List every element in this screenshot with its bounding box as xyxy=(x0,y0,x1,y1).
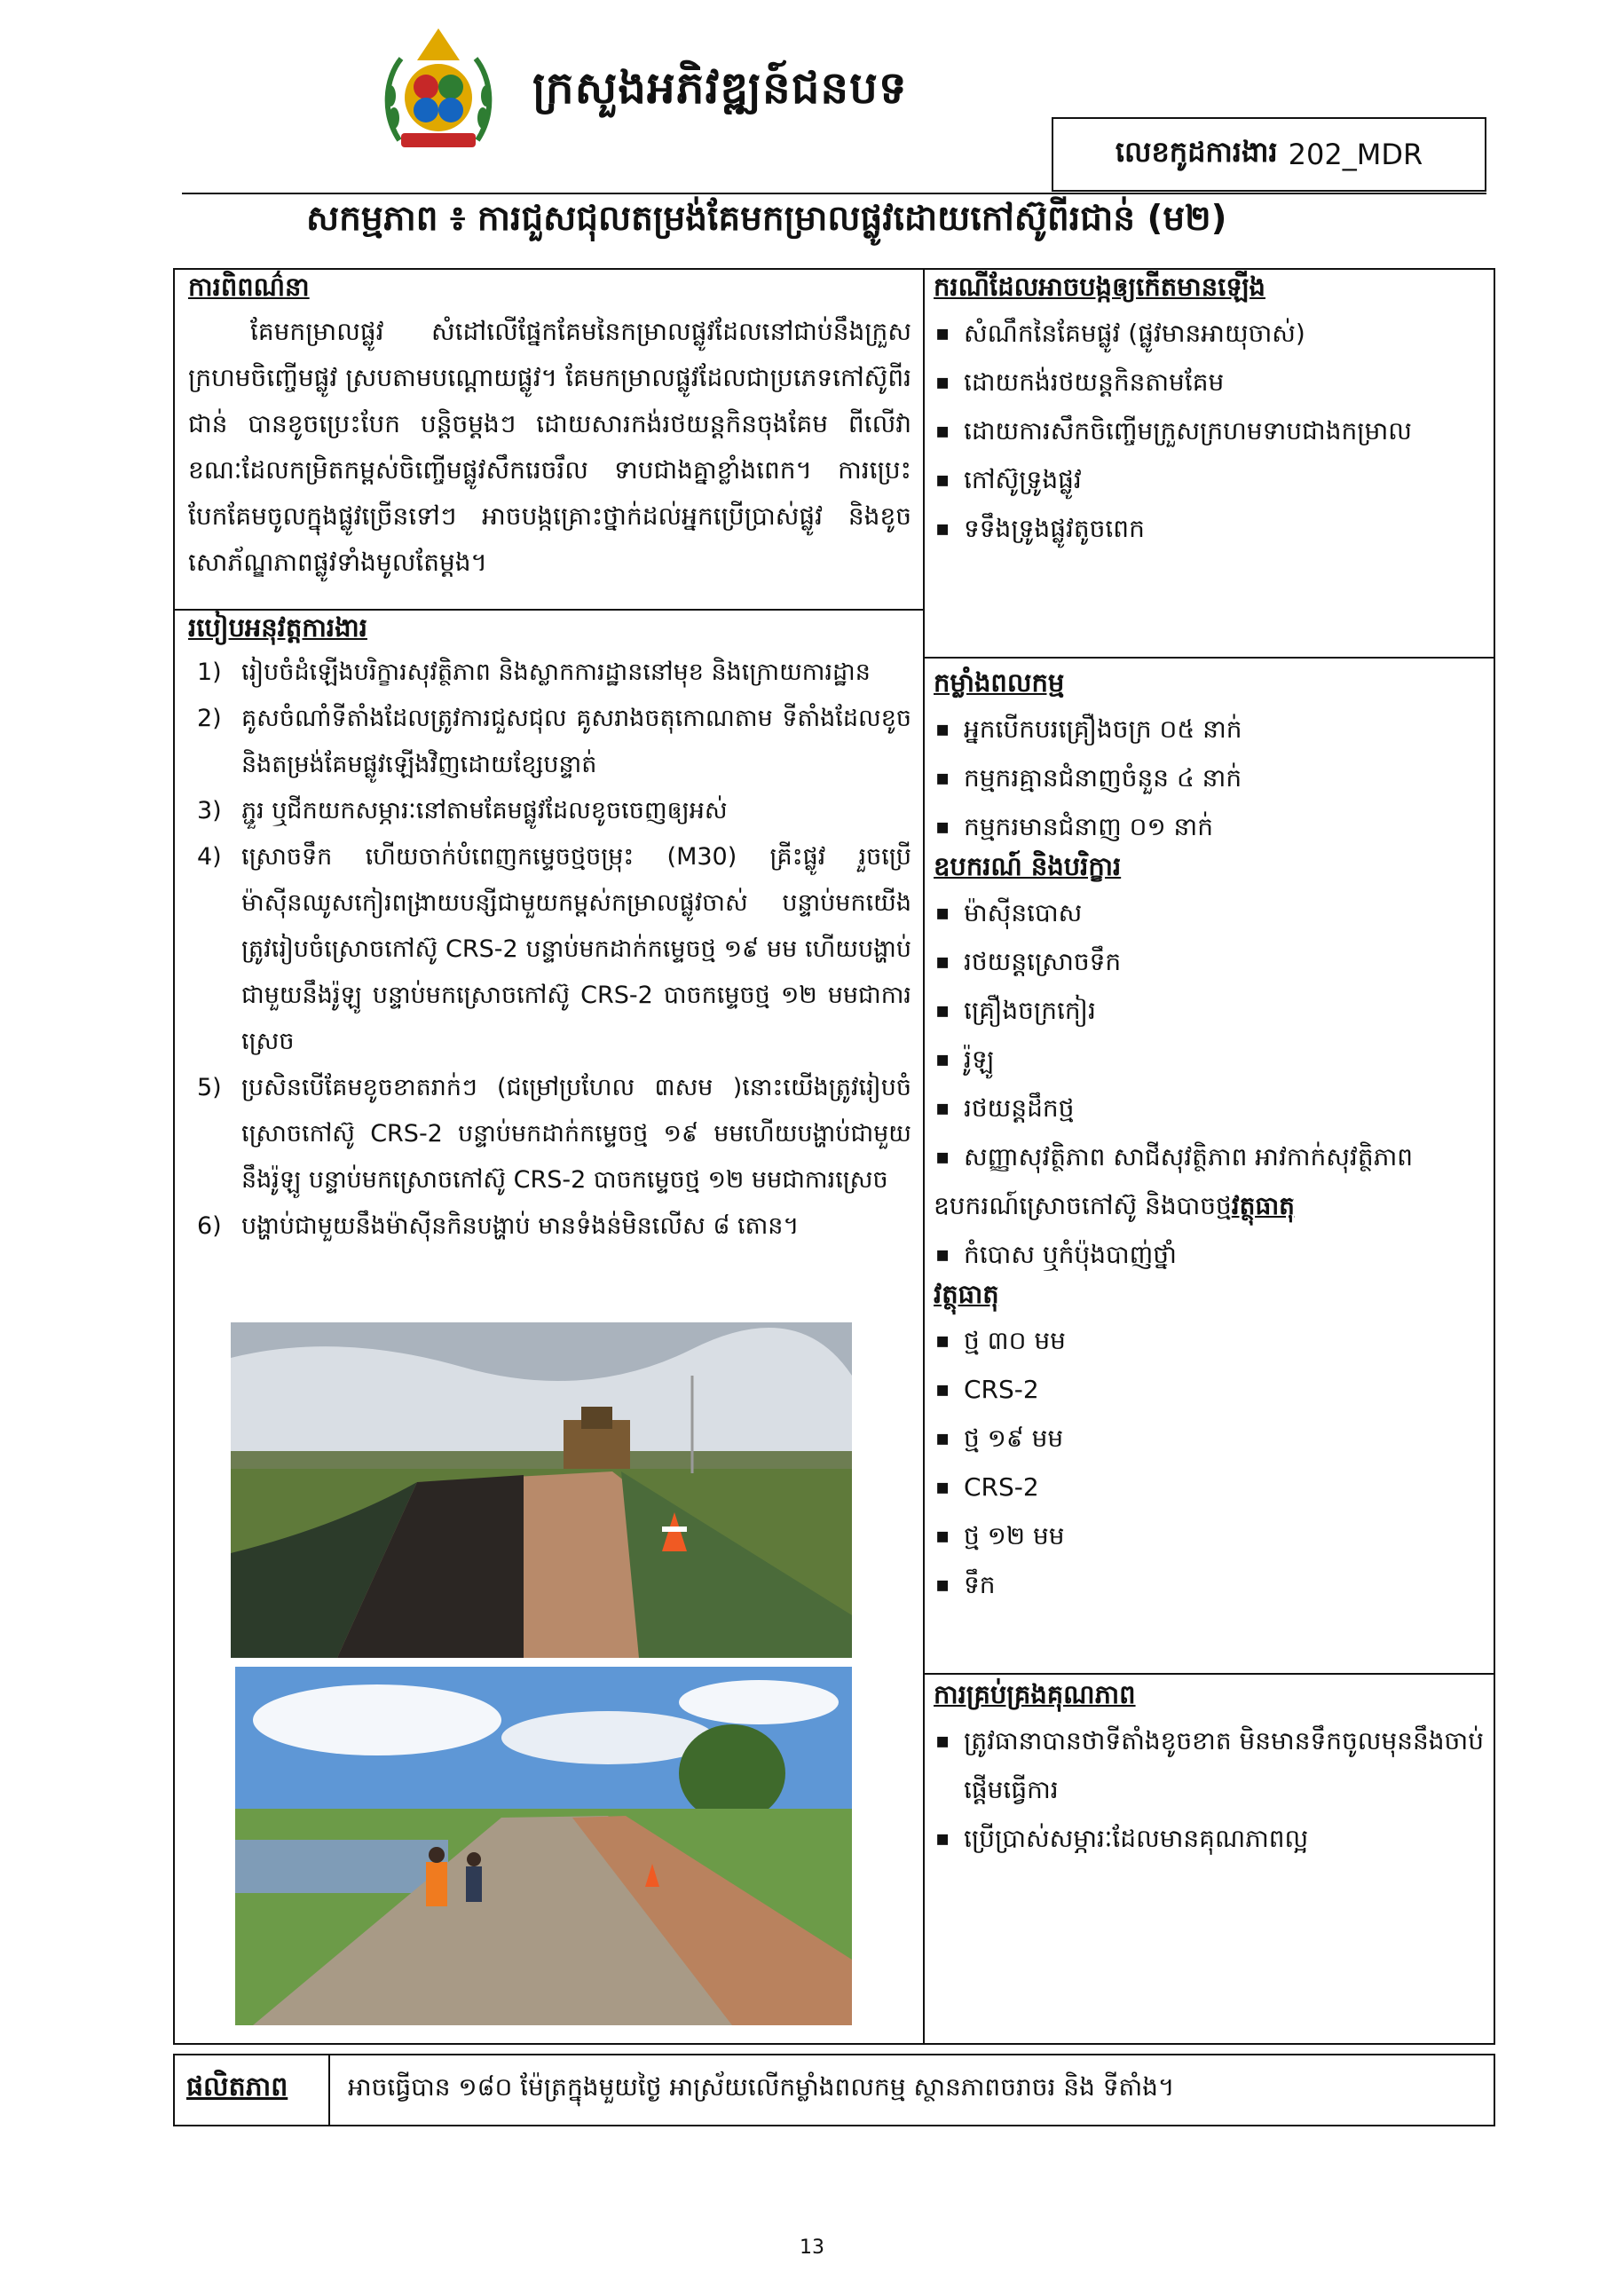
right-section-divider-2 xyxy=(923,1673,1495,1675)
photo-workers-road xyxy=(235,1667,852,2025)
step-number: 1) xyxy=(197,659,222,686)
list-item: ▪ សញ្ញាសុវត្ថិភាព សាជីសុវត្ថិភាព អាវកាក់សុវត្ថិភាព xyxy=(934,1132,1484,1181)
quality-title: ការគ្រប់គ្រងគុណភាព xyxy=(934,1679,1136,1709)
description-title: ការពិពណ៌នា xyxy=(188,272,310,302)
productivity-label: ផលិតភាព xyxy=(186,2071,288,2102)
photo-roadwork-excavator xyxy=(231,1322,852,1658)
list-item: ▪ ប្រើប្រាស់សម្ភារៈដែលមានគុណភាពល្អ xyxy=(934,1814,1484,1863)
list-item: ▪ គ្រឿងចក្រកៀរ xyxy=(934,986,1484,1035)
column-divider xyxy=(923,268,925,2045)
list-item: ▪ រថយន្តដឹកថ្ម xyxy=(934,1084,1484,1132)
header-divider xyxy=(182,193,1486,194)
materials-list xyxy=(934,1316,1484,1609)
list-item: ▪ CRS-2 xyxy=(934,1463,1484,1511)
procedure-step xyxy=(188,1203,911,1250)
step-number: 2) xyxy=(197,705,222,732)
procedure-step xyxy=(188,696,911,788)
list-item: ▪ CRS-2 xyxy=(934,1365,1484,1414)
equipment-list xyxy=(934,888,1484,1181)
list-item: ▪ កំបោស ឬកំប៉ុងបាញ់ថ្នាំ xyxy=(934,1230,1484,1279)
productivity-divider xyxy=(328,2054,330,2126)
list-item: ▪ កម្មករមានជំនាញ ០១ នាក់ xyxy=(934,802,1484,851)
page-number: 13 xyxy=(800,2236,824,2259)
materials-title: វត្ថុធាតុ xyxy=(934,1279,999,1309)
list-item: ▪ ថ្ម ១៩ មម xyxy=(934,1414,1484,1463)
left-section-divider xyxy=(173,609,925,611)
step-number: 6) xyxy=(197,1212,222,1240)
procedure-step xyxy=(188,1065,911,1203)
work-code-value: 202_MDR xyxy=(1288,138,1423,171)
list-item: ▪ សំណឹកនៃគែមផ្លូវ (ផ្លូវមានអាយុចាស់) xyxy=(934,309,1484,358)
step-text: បង្ហាប់ជាមួយនឹងម៉ាស៊ីនកិនបង្ហាប់ មានទំងន់មិនលើស ៨ តោន។ xyxy=(241,1212,800,1240)
step-number: 3) xyxy=(197,797,222,824)
list-item: ▪ កៅស៊ូទ្រូងផ្លូវ xyxy=(934,455,1484,504)
labor-list xyxy=(934,705,1484,851)
list-item: ▪ ដោយការសឹកចិញ្ចើមក្រួសក្រហមទាបជាងកម្រាល xyxy=(934,406,1484,455)
activity-title: សកម្មភាព ៖ ការជួសជុលតម្រង់គែមកម្រាលផ្លូវដោយកៅស៊ូពីរជាន់ (ម២) xyxy=(306,199,1227,239)
list-item: ▪ ទឹក xyxy=(934,1560,1484,1609)
step-text: ស្រោចទឹក ហើយចាក់បំពេញកម្ទេចថ្មចម្រុះ (M30) គ្រីះផ្លូវ រួចប្រើម៉ាស៊ីនឈូសកៀរពង្រាយបន្សីជាមួយកម្ពស់កម្រាលផ្លូវចាស់ បន្ទាប់មកយើងត្រូវរៀបចំស្រោចកៅស៊ូ CRS-2 បន្ទាប់មកដាក់កម្ទេចថ្ម ១៩ មម ហើយបង្ហាប់ជាមួយនឹងរ៉ូឡូ បន្ទាប់មកស្រោចកៅស៊ូ CRS-2 បាចកម្ទេចថ្ម ១២ មមជាការស្រេច xyxy=(241,843,911,1055)
list-item: ▪ រថយន្តស្រោចទឹក xyxy=(934,937,1484,986)
equipment-extra-text: ឧបករណ៍ស្រោចកៅស៊ូ និងបាចថ្ម xyxy=(934,1191,1232,1220)
procedure-step xyxy=(188,834,911,1065)
list-item: ▪ ទទឹងទ្រូងផ្លូវតូចពេក xyxy=(934,504,1484,553)
crown-icon xyxy=(417,28,460,60)
step-text: ប្រសិនបើគែមខូចខាតរាក់ៗ (ជម្រៅប្រហែល ៣សម )នោះយើងត្រូវរៀបចំស្រោចកៅស៊ូ CRS-2 បន្ទាប់មកដាក់កម្ទេចថ្ម ១៩ មមហើយបង្ហាប់ជាមួយនឹងរ៉ូឡូ បន្ទាប់មកស្រោចកៅស៊ូ CRS-2 បាចកម្ទេចថ្ម ១២ មមជាការស្រេច xyxy=(241,1074,911,1194)
step-text: រៀបចំដំឡើងបរិក្ខារសុវត្ថិភាព និងស្លាកការដ្ឋាននៅមុខ និងក្រោយការដ្ឋាន xyxy=(241,659,871,686)
list-item: ▪ ត្រូវធានាបានថាទីតាំងខូចខាត មិនមានទឹកចូលមុននឹងចាប់ផ្តើមធ្វើការ xyxy=(934,1716,1484,1814)
work-code-box xyxy=(1052,117,1486,192)
step-number: 4) xyxy=(197,843,222,871)
productivity-text: អាចធ្វើបាន ១៨០ ម៉ែត្រក្នុងមួយថ្ងៃ អាស្រ័យលើកម្លាំងពលកម្ម ស្ថានភាពចរាចរ និង ទីតាំង។ xyxy=(348,2072,1175,2102)
causes-list xyxy=(934,309,1484,553)
step-text: ភ្ជួរ ឬជីកយកសម្ភារៈនៅតាមគែមផ្លូវដែលខូចចេញឲ្យអស់ xyxy=(241,797,728,824)
procedure-steps xyxy=(188,650,911,1250)
equipment-extra-line xyxy=(934,1181,1484,1230)
list-item: ▪ កម្មករគ្មានជំនាញចំនួន ៤ នាក់ xyxy=(934,753,1484,802)
step-number: 5) xyxy=(197,1074,222,1101)
list-item: ▪ ថ្ម ៣០ មម xyxy=(934,1316,1484,1365)
step-text: គូសចំណាំទីតាំងដែលត្រូវការជួសជុល គូសរាងចតុកោណតាម ទីតាំងដែលខូច និងតម្រង់គែមផ្លូវឡើងវិញដោយខ្សែបន្ទាត់ xyxy=(241,705,911,778)
description-section xyxy=(188,272,911,586)
ministry-name: ក្រសួងអភិវឌ្ឍន៍ជនបទ xyxy=(532,62,908,114)
list-item: ▪ ម៉ាស៊ីនបោស xyxy=(934,888,1484,937)
procedure-step xyxy=(188,788,911,834)
quality-list xyxy=(934,1716,1484,1863)
list-item: ▪ ថ្ម ១២ មម xyxy=(934,1511,1484,1560)
description-text: គែមកម្រាលផ្លូវ សំដៅលើផ្នែកគែមនៃកម្រាលផ្លូវដែលនៅជាប់នឹងក្រួសក្រហមចិញ្ចើមផ្លូវ ស្របតាមបណ្តោយផ្លូវ។ គែមកម្រាលផ្លូវដែលជាប្រភេទកៅស៊ូពីរជាន់ បានខូចប្រេះបែក បន្តិចម្តងៗ ដោយសារកង់រថយន្តកិនចុងគែម ពីលើវា ខណៈដែលកម្រិតកម្ពស់ចិញ្ចើមផ្លូវសឹករេចរឹល ទាបជាងគ្នាខ្លាំងពេក។ ការប្រេះបែកគែមចូលក្នុងផ្លូវច្រើនទៅៗ អាចបង្កគ្រោះថ្នាក់ដល់អ្នកប្រើប្រាស់ផ្លូវ និងខូចសោភ័ណ្ឌភាពផ្លូវទាំងមូលតែម្តង។ xyxy=(188,317,911,577)
list-item: ▪ អ្នកបើកបរគ្រឿងចក្រ ០៥ នាក់ xyxy=(934,705,1484,753)
list-item: ▪ ដោយកង់រថយន្តកិនតាមគែម xyxy=(934,358,1484,406)
procedure-title: របៀបអនុវត្តការងារ xyxy=(188,612,367,643)
equipment-extra-bold: វត្ថុធាតុ xyxy=(1231,1191,1295,1220)
causes-title: ករណីដែលអាចបង្កឲ្យកើតមានឡើង xyxy=(934,272,1265,302)
causes-section xyxy=(934,272,1484,553)
right-section-divider-1 xyxy=(923,657,1495,659)
procedure-step xyxy=(188,650,911,696)
work-code-label: លេខកូដការងារ xyxy=(1115,134,1278,169)
equipment-title: ឧបករណ៍ និងបរិក្ខារ xyxy=(934,851,1122,881)
resources-section xyxy=(934,667,1484,1609)
labor-title: កម្លាំងពលកម្ម xyxy=(934,667,1065,698)
procedure-section xyxy=(188,612,911,1250)
ministry-logo xyxy=(382,25,495,158)
equipment-extra-list xyxy=(934,1230,1484,1279)
quality-section xyxy=(934,1679,1484,1863)
list-item: ▪ រ៉ូឡូ xyxy=(934,1035,1484,1084)
